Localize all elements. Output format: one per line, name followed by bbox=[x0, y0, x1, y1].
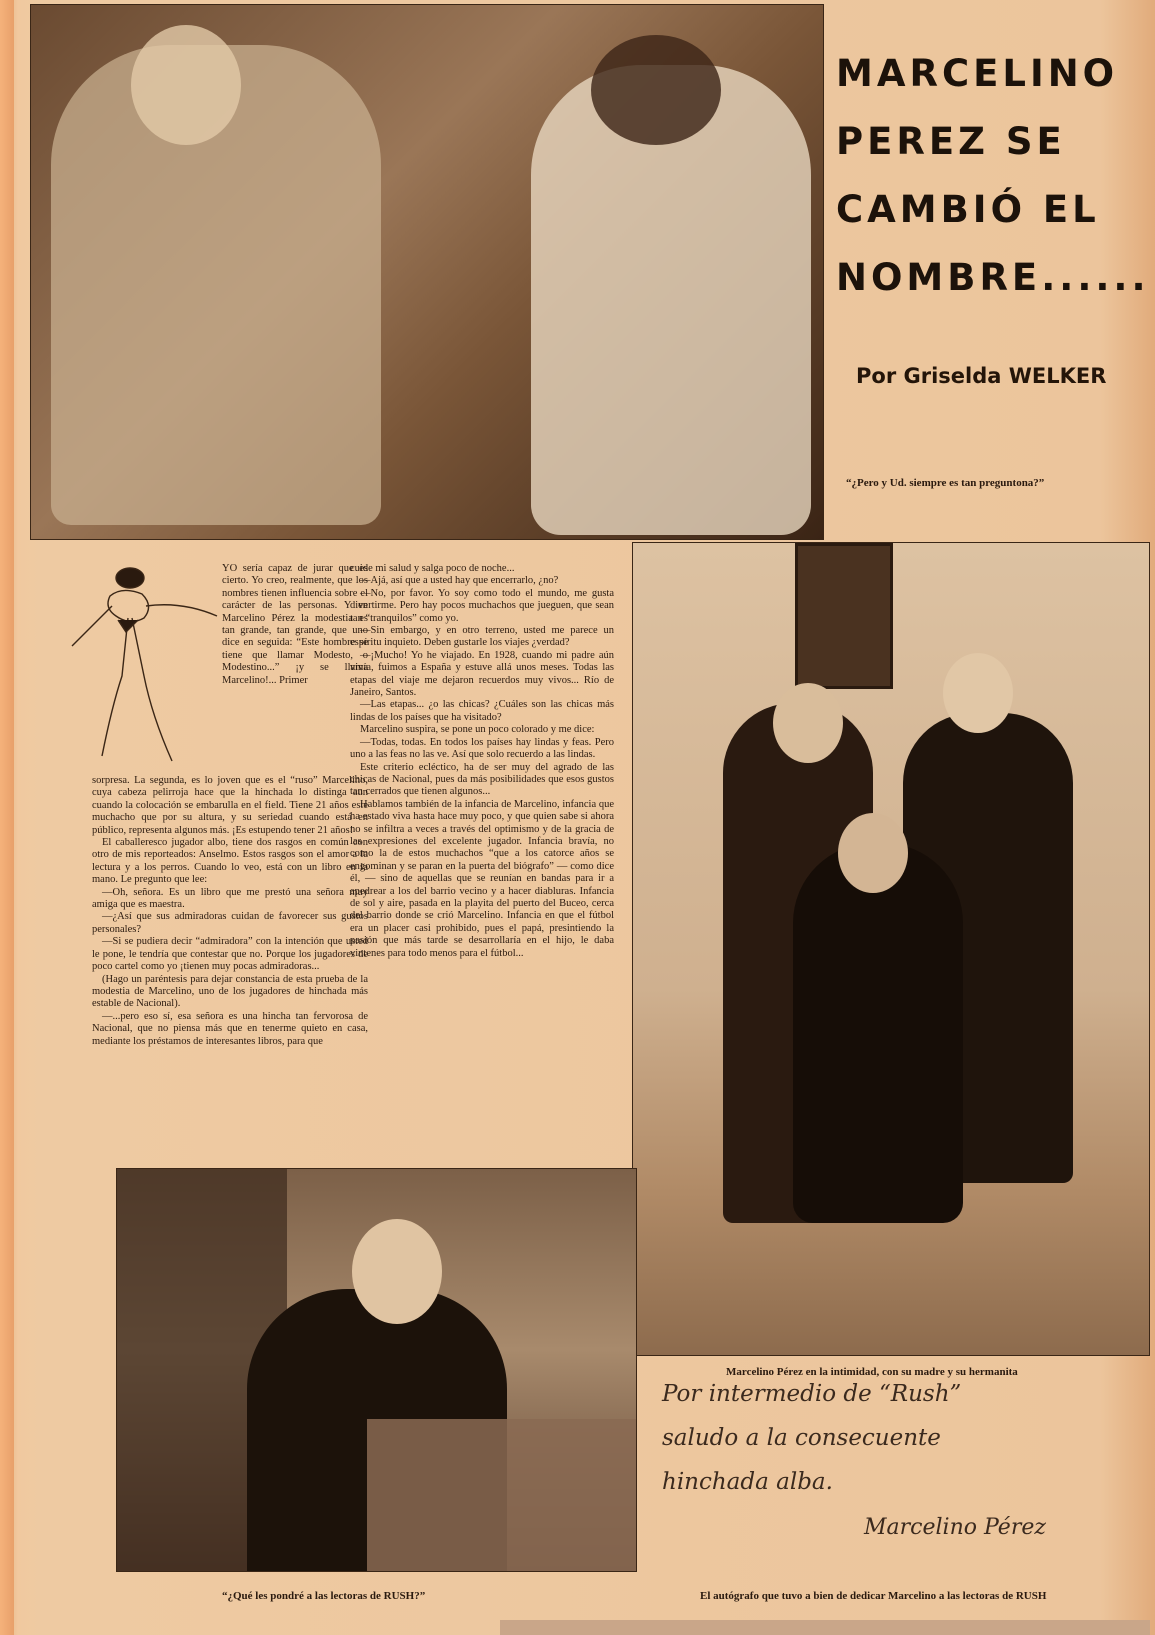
article-paragraph: El caballeresco jugador albo, tiene dos rasgos en común con otro de mis reporteados: Anselmo. Estos rasgos son el amor a la lectura y a los perros. Cuando lo veo, está con un libro en la mano. Le pregunto que lee: bbox=[92, 837, 368, 886]
autograph-signature: Marcelino Pérez bbox=[864, 1515, 1046, 1540]
article-paragraph: —Oh, señora. Es un libro que me prestó una señora muy amiga que es maestra. bbox=[92, 886, 368, 911]
byline: Por Griselda WELKER bbox=[856, 364, 1107, 388]
article-paragraph: —¿Así que sus admiradoras cuidan de favorecer sus gustos personales? bbox=[92, 911, 368, 935]
article-paragraph: —Las etapas... ¿o las chicas? ¿Cuáles son las chicas más lindas de los países que ha visitado? bbox=[350, 699, 614, 723]
article-paragraph: Este criterio ecléctico, ha de ser muy del agrado de las chicas de Nacional, pues da más posibilidades que esos gustos tan cerrados que tienen algunos... bbox=[350, 761, 614, 798]
caption-top-photo: “¿Pero y Ud. siempre es tan preguntona?” bbox=[846, 477, 1045, 489]
autograph-line: hinchada alba. bbox=[662, 1469, 833, 1495]
caption-family-photo: Marcelino Pérez en la intimidad, con su madre y su hermanita bbox=[726, 1366, 1018, 1378]
autograph-line: Por intermedio de “Rush” bbox=[662, 1381, 962, 1407]
caption-desk-photo: “¿Qué les pondré a las lectoras de RUSH?” bbox=[222, 1590, 426, 1602]
page-spine bbox=[0, 0, 14, 1635]
autograph-text bbox=[662, 1372, 1122, 1504]
article-intro-column bbox=[222, 563, 368, 687]
photo-desk bbox=[116, 1168, 637, 1572]
article-column-2 bbox=[350, 563, 614, 960]
photo-family bbox=[632, 542, 1150, 1356]
headline-line: NOMBRE...... bbox=[836, 256, 1150, 299]
article-paragraph: —Todas, todas. En todos los países hay lindas y feas. Pero uno a las feas no las ve. Así que solo recuerdo a las lindas. bbox=[350, 736, 614, 761]
fashion-sketch-illustration bbox=[52, 556, 222, 776]
photo-interview bbox=[30, 4, 824, 540]
headline-line: MARCELINO bbox=[836, 52, 1119, 95]
article-paragraph: cuide mi salud y salga poco de noche... bbox=[350, 563, 515, 574]
article-paragraph: sorpresa. La segunda, es lo joven que es el “ruso” Marcelino, cuya cabeza pelirroja hace que la hinchada lo distinga aun cuando la colocación se embarulla en el field. Tiene 21 años este muchacho que por su altura, y su seriedad cuando está en público, representa algunos más. ¡Es estupendo tener 21 años! bbox=[92, 775, 368, 836]
autograph-line: saludo a la consecuente bbox=[662, 1425, 941, 1451]
article-paragraph: —Ajá, así que a usted hay que encerrarlo, ¿no? bbox=[360, 575, 559, 587]
page-bottom-edge bbox=[500, 1620, 1150, 1635]
article-paragraph: Marcelino suspira, se pone un poco colorado y me dice: bbox=[360, 724, 595, 736]
article-paragraph: YO sería capaz de jurar que es cierto. Yo creo, realmente, que los nombres tienen influencia sobre el carácter de las personas. Y en Marcelino Pérez la modestia es tan grande, tan grande, que uno dice en seguida: “Este hombre se tiene que llamar Modesto, o Modestino...” ¡y se llama Marcelino!... Primer bbox=[222, 563, 368, 686]
headline bbox=[836, 40, 1150, 312]
article-paragraph: —¡Mucho! Yo he viajado. En 1928, cuando mi padre aún vivía, fuimos a España y estuve allá unos meses. Todas las etapas del viaje me dejaron recuerdos muy vivos... Río de Janeiro, Santos. bbox=[350, 649, 614, 699]
article-column-1 bbox=[92, 775, 368, 1048]
headline-line: PEREZ SE bbox=[836, 120, 1066, 163]
caption-autograph: El autógrafo que tuvo a bien de dedicar Marcelino a las lectoras de RUSH bbox=[700, 1590, 1047, 1602]
article-paragraph: —No, por favor. Yo soy como todo el mundo, me gusta divertirme. Pero hay pocos muchachos que jueguen, que sean tan “tranquilos” como yo. bbox=[350, 587, 614, 624]
article-paragraph: —Sin embargo, y en otro terreno, usted me parece un espíritu inquieto. Deben gustarle los viajes ¿verdad? bbox=[350, 625, 614, 649]
article-paragraph: —...pero eso sí, esa señora es una hincha tan fervorosa de Nacional, que no piensa más que en tenerme quieto en casa, mediante los préstamos de interesantes libros, para que bbox=[92, 1010, 368, 1047]
article-paragraph: Hablamos también de la infancia de Marcelino, infancia que ha estado viva hasta hace muy poco, y que quien sabe si ahora no se infiltra a veces a través del optimismo y de la gracia de las expresiones del excelente jugador. Infancia bravía, no como la de estos muchachos “que a los catorce años se engominan y se paran en la puerta del biógrafo” — como dice él, — sino de aquellas que se reunían en bandas para ir a apedrear a los del barrio vecino y a hacer diabluras. Infancia de sol y aire, pasada en la playita del puerto del Buceo, cerca del barrio donde se crió Marcelino. Infancia en que el fútbol era un placer casi prohibido, pues el papá, presintiendo la pasión que más tarde se desarrollaría en el hijo, le daba vintenes para todo menos para el fútbol... bbox=[350, 798, 614, 959]
headline-line: CAMBIÓ EL bbox=[836, 188, 1100, 231]
article-paragraph: —Si se pudiera decir “admiradora” con la intención que usted le pone, le tendría que contestar que no. Porque los jugadores de poco cartel como yo ¡tienen muy pocas admiradoras... bbox=[92, 936, 368, 973]
article-paragraph: (Hago un paréntesis para dejar constancia de esta prueba de la modestia de Marcelino, uno de los jugadores de hinchada más estable de Nacional). bbox=[92, 973, 368, 1010]
